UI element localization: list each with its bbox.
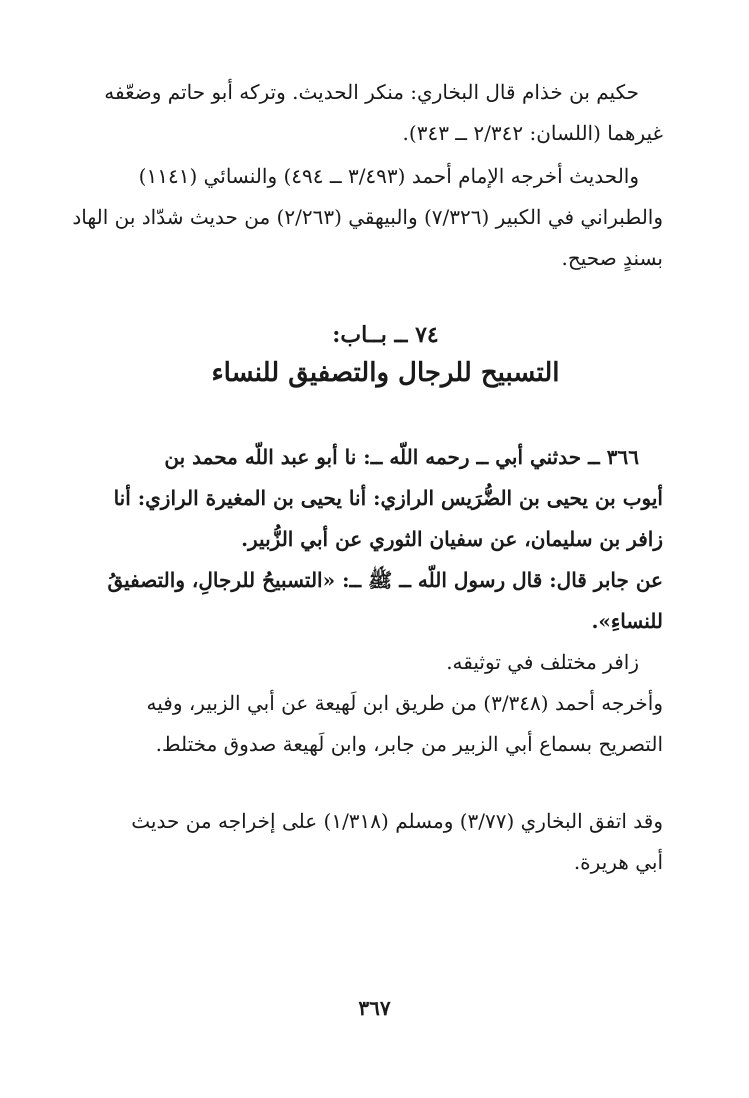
text-line: زافر بن سليمان، عن سفيان الثوري عن أبي الزُّبير. (241, 527, 663, 551)
chapter-title: التسبيح للرجال والتصفيق للنساء (211, 358, 560, 388)
text-line: بسندٍ صحيح. (561, 246, 663, 270)
text-line: والطبراني في الكبير (٧/٣٢٦) والبيهقي (٢/٢٦٣) من حديث شدّاد بن الهاد (72, 205, 663, 229)
text-line: وأخرجه أحمد (٣/٣٤٨) من طريق ابن لَهيعة عن أبي الزبير، وفيه (146, 691, 663, 715)
text-line: ٣٦٦ ــ حدثني أبي ــ رحمه اللّه ــ: نا أبو عبد اللّه محمد بن (164, 445, 639, 469)
takhrij-paragraph (72, 156, 663, 279)
chapter-number: ٧٤ ــ بــاب: (332, 322, 439, 348)
text-line: عن جابر قال: قال رسول اللّه ــ ﷺ ــ: «التسبيحُ للرجالِ، والتصفيقُ (107, 568, 663, 592)
agreement-note (108, 801, 663, 883)
text-line: زافر مختلف في توثيقه. (446, 650, 639, 674)
page-number: ٣٦٧ (358, 996, 391, 1020)
footnote-paragraph (104, 72, 663, 154)
text-line: حكيم بن خذام قال البخاري: منكر الحديث. وتركه أبو حاتم وضعّفه (104, 80, 639, 104)
text-line: وقد اتفق البخاري (٣/٧٧) ومسلم (١/٣١٨) على إخراجه من حديث (131, 809, 663, 833)
text-line: التصريح بسماع أبي الزبير من جابر، وابن لَهيعة صدوق مختلط. (155, 732, 663, 756)
paragraph-gap (108, 765, 663, 801)
text-line: للنساءِ». (591, 609, 663, 633)
chapter-heading (108, 317, 663, 393)
text-line: أبي هريرة. (573, 850, 663, 874)
text-line: أيوب بن يحيى بن الضُّرَيس الرازي: أنا يحيى بن المغيرة الرازي: أنا (113, 486, 663, 510)
narrator-note (108, 642, 663, 683)
hadith-isnad (108, 437, 663, 560)
hadith-matn (108, 560, 663, 642)
takhrij-paragraph-2 (108, 683, 663, 765)
text-line: والحديث أخرجه الإمام أحمد (٣/٤٩٣ ــ ٤٩٤) والنسائي (١١٤١) (138, 164, 639, 188)
text-line: غيرهما (اللسان: ٢/٣٤٢ ــ ٣٤٣). (402, 121, 663, 145)
